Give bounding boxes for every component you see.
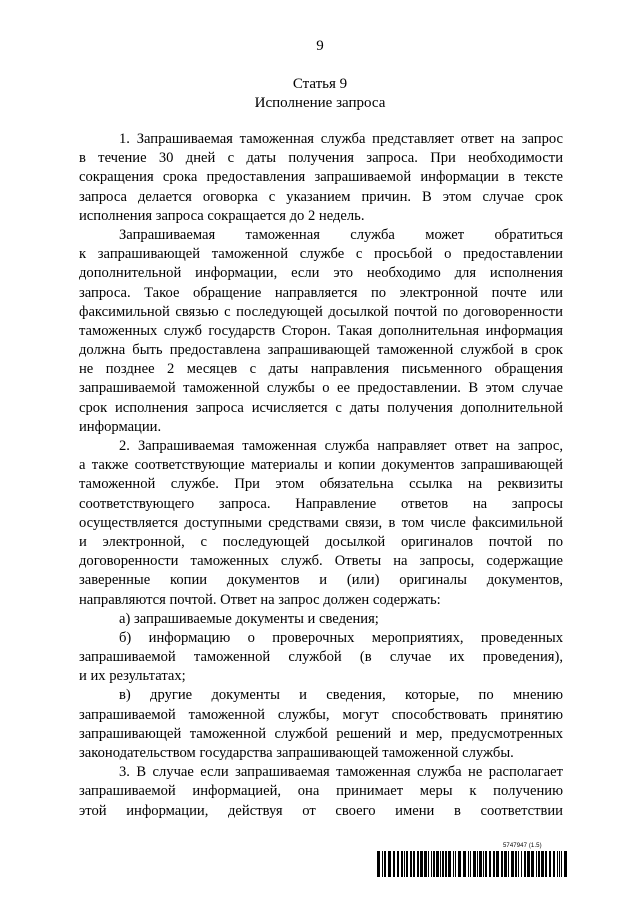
barcode-label: 5747947 (1.5): [503, 843, 542, 849]
text-line: направляются почтой. Ответ на запрос должен содержать:: [79, 591, 441, 608]
text-line: законодательством государства запрашивающей таможенной службы.: [79, 745, 514, 761]
text-line: исполнения запроса сокращается до 2 недель.: [79, 207, 365, 224]
text-line: а) запрашиваемые документы и сведения;: [119, 610, 379, 627]
text-line: в течение 30 дней с даты получения запроса. При необходимости: [79, 150, 563, 167]
text-line: сокращения срока предоставления запрашиваемой информации в тексте: [79, 169, 563, 186]
text-line: таможенной службе. При этом обязательна ссылка на реквизиты: [79, 476, 563, 493]
text-line: запрашиваемой таможенной службой (в случае их проведения),: [79, 649, 563, 666]
text-line: осуществляется доступными средствами связи, в том числе факсимильной: [79, 514, 563, 531]
text-line: 2. Запрашиваемая таможенная служба направляет ответ на запрос,: [119, 438, 563, 454]
text-line: соответствующего запроса. Направление ответов на запросы: [79, 495, 563, 512]
article-title: Статья 9: [292, 76, 348, 92]
text-line: а также соответствующие материалы и копии документов запрашивающей: [79, 457, 563, 474]
text-line: информации.: [79, 418, 162, 435]
article-subtitle: Исполнение запроса: [254, 95, 386, 111]
text-line: запрашиваемой таможенной службы, могут способствовать принятию: [79, 706, 563, 723]
article-body: [79, 130, 563, 821]
text-line: срок исполнения запроса исчисляется с даты получения дополнительной: [79, 399, 563, 416]
text-line: запрашиваемой таможенной службы о ее предоставлении. В этом случае: [79, 380, 563, 397]
text-line: заверенные копии документов и (или) оригиналы документов,: [79, 572, 563, 589]
barcode-image: [377, 851, 567, 877]
text-line: таможенных служб государств Сторон. Такая дополнительная информация: [79, 322, 563, 339]
text-line: дополнительной информации, если это необходимо для исполнения: [79, 265, 563, 282]
page-number: 9: [316, 38, 324, 54]
text-line: запроса. Такое обращение направляется по электронной почте или: [79, 284, 563, 301]
text-line: и электронной, с последующей досылкой оригиналов почтой по: [79, 533, 563, 550]
text-line: факсимильной связью с последующей досылкой почтой по договоренности: [79, 303, 563, 320]
text-line: запроса делается оговорка с указанием причин. В этом случае срок: [79, 188, 563, 205]
text-line: этой информации, действуя от своего имени в соответствии: [79, 802, 563, 819]
text-line: 3. В случае если запрашиваемая таможенная служба не располагает: [119, 764, 563, 781]
text-line: б) информацию о проверочных мероприятиях, проведенных: [119, 629, 563, 646]
text-line: должна быть предоставлена запрашивающей таможенной службой в срок: [79, 342, 563, 359]
text-line: Запрашиваемая таможенная служба может обратиться: [119, 226, 563, 243]
text-line: к запрашивающей таможенной службе с просьбой о предоставлении: [79, 246, 563, 263]
text-line: договоренности таможенных служб. Ответы на запросы, содержащие: [79, 553, 563, 570]
text-line: 1. Запрашиваемая таможенная служба представляет ответ на запрос: [119, 131, 563, 147]
text-line: запрашиваемой информацией, она принимает меры к получению: [79, 783, 563, 800]
text-line: не позднее 2 месяцев с даты направления письменного обращения: [79, 361, 563, 378]
text-line: запрашивающей таможенной службой решений и мер, предусмотренных: [79, 725, 563, 742]
text-line: в) другие документы и сведения, которые, по мнению: [119, 687, 563, 704]
text-line: и их результатах;: [79, 668, 186, 685]
